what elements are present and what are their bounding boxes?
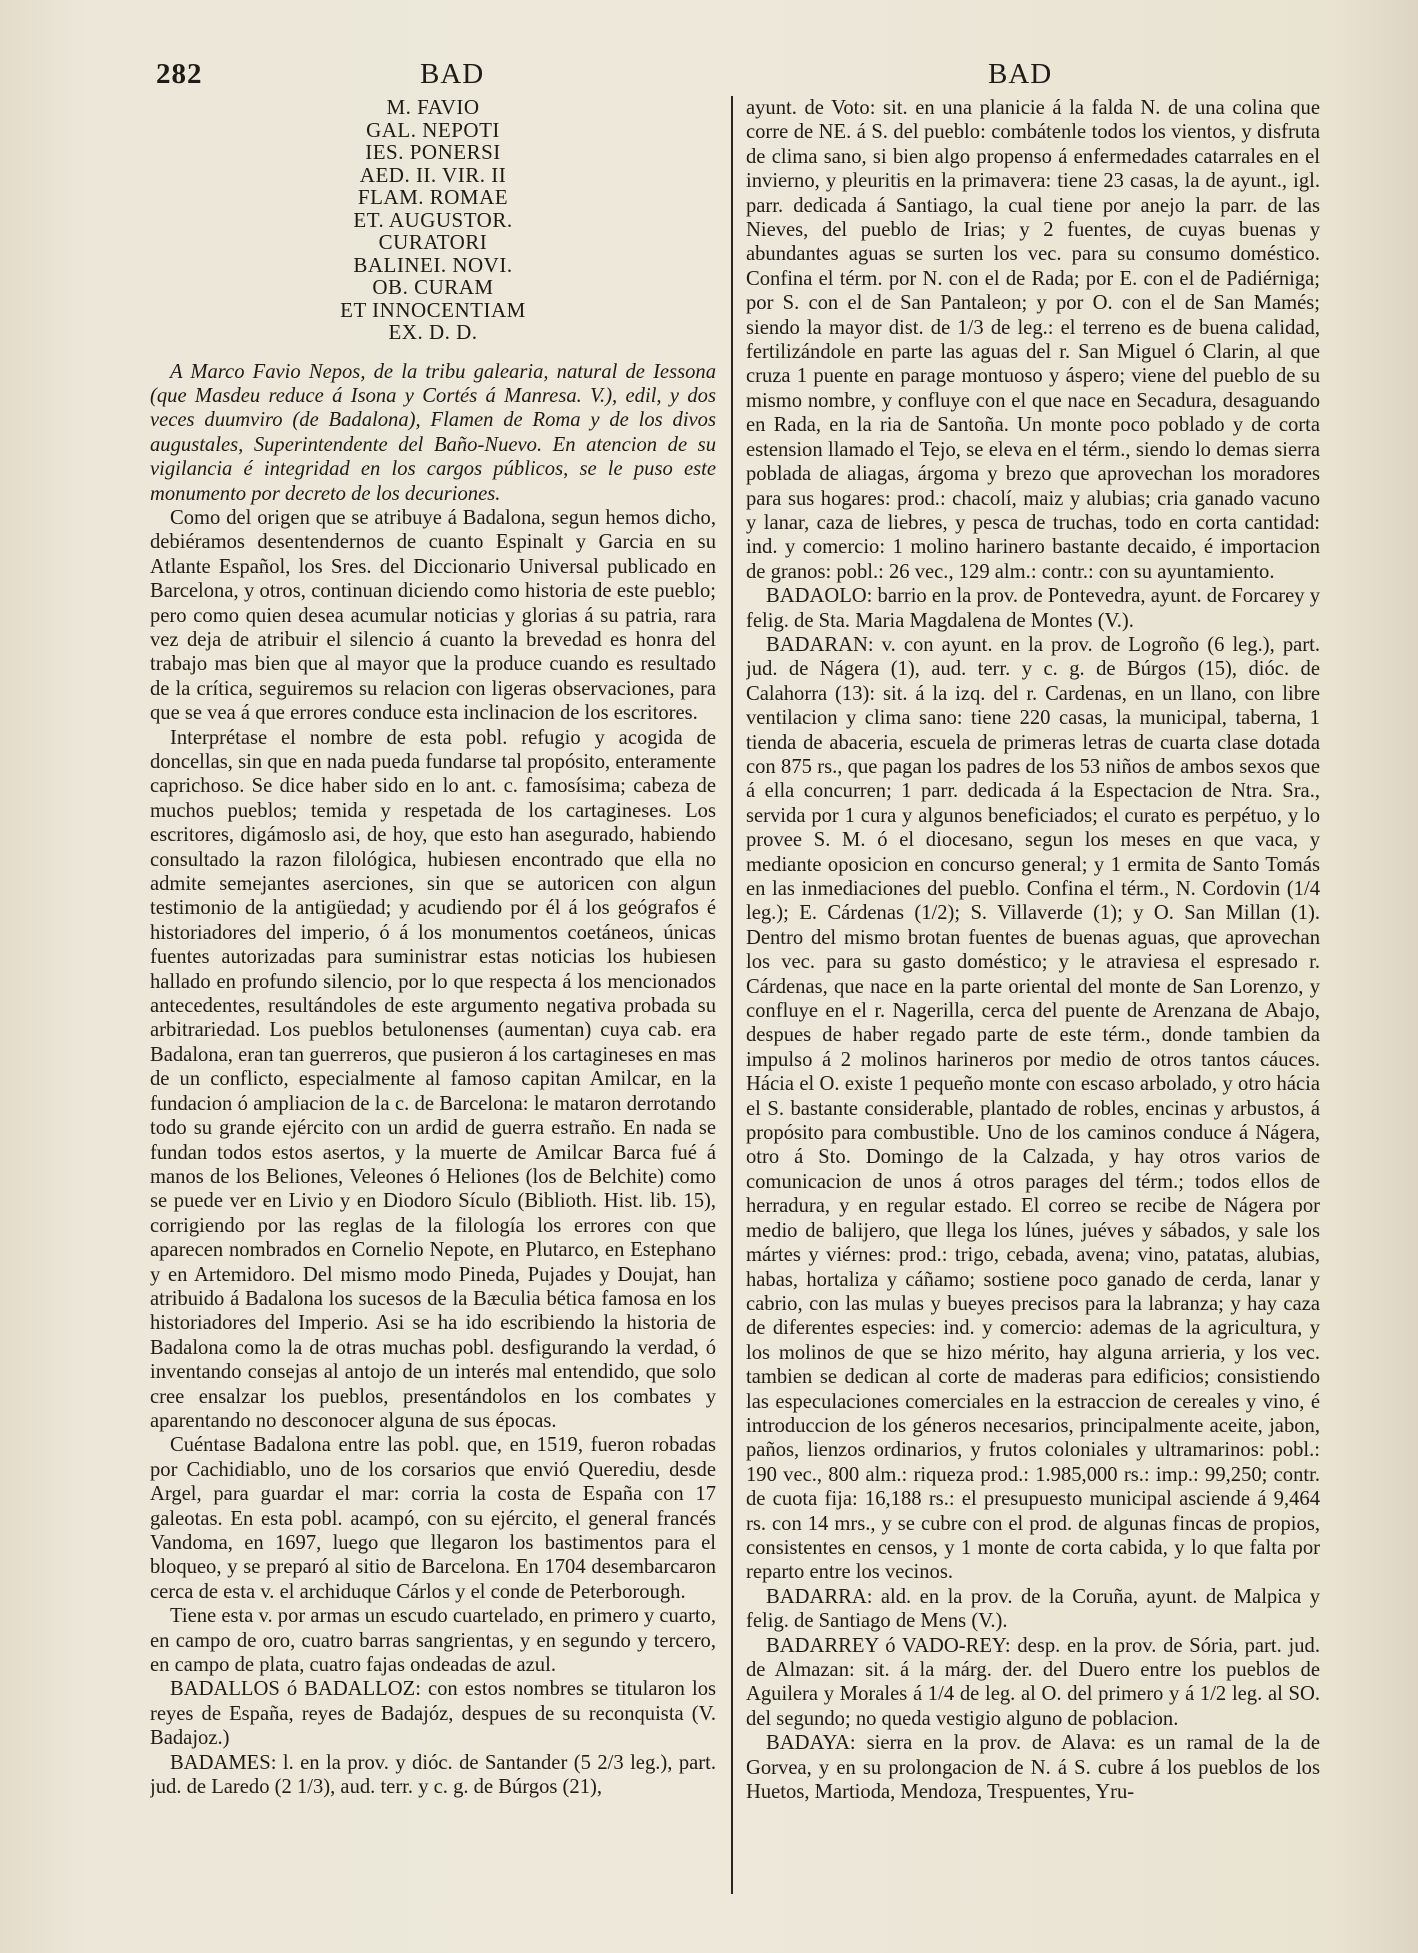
running-head-left: BAD xyxy=(420,58,485,90)
dictionary-entry-badallos: BADALLOS ó BADALLOZ: con estos nombres se titularon los reyes de España, reyes de Badajóz, despues de su reconquista (V. Badajoz.) xyxy=(150,1678,716,1750)
inscription-line: OB. CURAM xyxy=(372,275,494,299)
inscription-line: ET INNOCENTIAM xyxy=(340,297,526,322)
body-paragraph: Interprétase el nombre de esta pobl. refugio y acogida de doncellas, sin que en nada pueda fundarse tal propósito, enteramente caprichoso. Se dice haber sido en lo ant. c. famosísima; cabeza de muchos pueblos; temida y respetada de los cartagineses. Los escritores, digámoslo asi, de hoy, que esto han asegurado, habiendo consultado la razon filológica, hubiesen encontrado que ella no admite semejantes aserciones, sin que se autoricen con algun testimonio de la antigüedad; y acudiendo por él á los geógrafos é historiadores del imperio, ó á los monumentos coetáneos, únicas fuentes autorizadas para suministrar estas noticias los hubiesen hallado en profundo silencio, por lo que respecta á los mencionados antecedentes, resultándoles de este argumento negativa probada su arbitrariedad. Los pueblos betulonenses (aumentan) cuya cab. era Badalona, eran tan guerreros, que pusieron á los cartagineses en mas de un conflicto, especialmente al famoso capitan Amilcar, en la fundacion ó ampliacion de la c. de Barcelona: le mataron derrotando todo su grande ejército con un ardid de guerra estraño. En nada se fundan todos estos asertos, y la muerte de Amilcar Barca fué á manos de los Beliones, Veleones ó Heliones (los de Belchite) como se puede ver en Livio y en Diodoro Sículo (Biblioth. Hist. lib. 15), corrigiendo por las reglas de la filología los errores con que aparecen nombrados en Cornelio Nepote, en Plutarco, en Estephano y en Artemidoro. Del mismo modo Pineda, Pujades y Doujat, han atribuido á Badalona los sucesos de la Bæculia bética famosa en los historiadores del Imperio. Asi se ha ido escribiendo la historia de Badalona como la de otras muchas pobl. desfigurando la verdad, ó inventando consejas al antojo de un interés mal entendido, que solo cree ensalzar los pueblos, presentándolos en los combates y aparentando no desconocer alguna de sus épocas. xyxy=(150,726,716,1432)
inscription-line: CURATORI xyxy=(378,230,488,254)
latin-inscription xyxy=(150,96,716,344)
dictionary-entry-badames: BADAMES: l. en la prov. y dióc. de Santander (5 2/3 leg.), part. jud. de Laredo (2 1/3), aud. terr. y c. g. de Búrgos (21), xyxy=(150,1751,716,1799)
right-column xyxy=(746,96,1320,1936)
dictionary-entry-badaran: BADARAN: v. con ayunt. en la prov. de Logroño (6 leg.), part. jud. de Nágera (1), aud. terr. y c. g. de Búrgos (15), dióc. de Calahorra (13): sit. á la izq. del r. Cardenas, en un llano, con libre ventilacion y clima sano: tiene 220 casas, la municipal, taberna, 1 tienda de abaceria, escuela de primeras letras de cuarta clase dotada con 875 rs., que pagan los padres de los 53 niños de ambos sexos que á ella concurren; 1 parr. dedicada á la Espectacion de Ntra. Sra., servida por 1 cura y algunos beneficiados; el curato es perpétuo, y lo provee S. M. ó el diocesano, segun los meses en que vaca, y mediante oposicion en concurso general; y 1 ermita de Santo Tomás en las inmediaciones del pueblo. Confina el térm., N. Cordovin (1/4 leg.); E. Cárdenas (1/2); S. Villaverde (1); y O. San Millan (1). Dentro del mismo brotan fuentes de buenas aguas, que aprovechan los vec. para su gasto doméstico; y le atraviesa el espresado r. Cárdenas, que nace en la parte oriental del monte de San Lorenzo, y confluye en el r. Nagerilla, cerca del puente de Arenzana de Abajo, despues de haber regado parte de este térm., donde tambien da impulso á 2 molinos harineros por medio de otros tantos cáuces. Hácia el O. existe 1 pequeño monte con escaso arbolado, y otro hácia el S. bastante considerable, plantado de robles, encinas y arbustos, á propósito para combustible. Uno de los caminos conduce á Nágera, otro á Sto. Domingo de la Calzada, y hay otros varios de comunicacion de unos á otros parages del térm.; todos ellos de herradura, y en regular estado. El correo se recibe de Nágera por medio de balijero, que llega los lúnes, juéves y sábados, y sale los mártes y viérnes: prod.: trigo, cebada, avena; vino, patatas, alubias, habas, hortaliza y cáñamo; sostiene poco ganado de cerda, lanar y cabrio, con las mulas y bueyes precisos para la labranza; y hay caza de diferentes especies: ind. y comercio: ademas de la agricultura, y los molinos de que se hizo mérito, hay alguna arrieria, y los vec. tambien se dedican al corte de maderas para edificios; consistiendo las especulaciones comerciales en la estraccion de cereales y vino, é introduccion de los géneros necesarios, principalmente aceite, jabon, paños, lienzos ordinarios, y frutos coloniales y ultramarinos: pobl.: 190 vec., 800 alm.: riqueza prod.: 1.985,000 rs.: imp.: 99,250; contr. de cuota fija: 16,188 rs.: el presupuesto municipal asciende á 9,464 rs. con 14 mrs., y se cubre con el prod. de algunas fincas de propios, consistentes en censos, y 1 monte de corta cabida, y lo que falta por reparto entre los vecinos. xyxy=(746,633,1320,1584)
inscription-line: AED. II. VIR. II xyxy=(359,162,507,187)
body-paragraph: Cuéntase Badalona entre las pobl. que, en 1519, fueron robadas por Cachidiablo, uno de los corsarios que envió Querediu, desde Argel, para guardar el mar: corria la costa de España con 17 galeotas. En esta pobl. acampó, con su ejército, el general francés Vandoma, en 1697, luego que llegaron los bastimentos para el bloqueo, y se preparó al sitio de Barcelona. En 1704 desembarcaron cerca de esta v. el archiduque Cárlos y el conde de Peterborough. xyxy=(150,1434,716,1603)
inscription-line: ET. AUGUSTOR. xyxy=(353,207,513,232)
inscription-line: EX. D. D. xyxy=(388,320,478,344)
inscription-line: IES. PONERSI xyxy=(365,140,501,164)
inscription-line: M. FAVIO xyxy=(386,96,480,119)
page-header xyxy=(0,58,1418,98)
body-paragraph-continued: ayunt. de Voto: sit. en una planicie á la falda N. de una colina que corre de NE. á S. del pueblo: combátenle todos los vientos, y disfruta de clima sano, si bien algo propenso á enfermedades catarrales en el invierno, y pleuritis en la primavera: tiene 23 casas, la de ayunt., igl. parr. dedicada á Santiago, la cual tiene por anejo la parr. de las Nieves, del pueblo de Irias; y 2 fuentes, de cuyas buenas y abundantes aguas se surten los vec. para su consumo doméstico. Confina el térm. por N. con el de Rada; por E. con el de Padiérniga; por S. con el de San Pantaleon; y por O. con el de San Mamés; siendo la mayor dist. de 1/3 de leg.: el terreno es de buena calidad, fertilizándole en parte las aguas del r. San Miguel ó Clarin, al que cruza 1 puente en parage montuoso y áspero; viene del pueblo de su mismo nombre, y confluye con el que nace en Secadura, desaguando en Rada, en la ria de Santoña. Un monte poco poblado y de corta estension llamado el Tejo, se eleva en el térm., siendo lo demas sierra poblada de aliagas, árgoma y brezo que aprovechan los moradores para sus hogares: prod.: chacolí, maiz y alubias; cria ganado vacuno y lanar, caza de liebres, y pesca de truchas, todo en corta cantidad: ind. y comercio: 1 molino harinero bastante decaido, é importacion de granos: pobl.: 26 vec., 129 alm.: contr.: con su ayuntamiento. xyxy=(746,97,1320,583)
page-number: 282 xyxy=(156,58,203,90)
inscription-line: FLAM. ROMAE xyxy=(357,185,509,209)
inscription-translation: A Marco Favio Nepos, de la tribu galearia, natural de Iessona (que Masdeu reduce á Isona y Cortés á Manresa. V.), edil, y dos veces duumviro (de Badalona), Flamen de Roma y de los divos augustales, Superintendente del Baño-Nuevo. En atencion de su vigilancia é integridad en los cargos públicos, se le puso este monumento por decreto de los decuriones. xyxy=(150,360,716,505)
column-divider xyxy=(731,96,733,1894)
dictionary-entry-badarrey: BADARREY ó VADO-REY: desp. en la prov. de Sória, part. jud. de Almazan: sit. á la márg. der. del Duero entre los pueblos de Aguilera y Morales á 1/4 de leg. al O. del primero y á 1/2 leg. al SO. del segundo; no queda vestigio alguno de poblacion. xyxy=(746,1634,1320,1730)
body-paragraph: Como del origen que se atribuye á Badalona, segun hemos dicho, debiéramos desentendernos de cuanto Espinalt y Garcia en su Atlante Español, los Sres. del Diccionario Universal publicado en Barcelona, y otros, continuan diciendo como historia de este pueblo; pero como quien desea acumular noticias y glorias á su patria, rara vez deja de atribuir el silencio á cuanto la brevedad es honra del trabajo mas bien que al mayor que la produce cuando es resultado de la crítica, seguiremos su relacion con ligeras observaciones, para que se vea á que errores conduce esta inclinacion de los escritores. xyxy=(150,506,716,725)
dictionary-entry-badaya: BADAYA: sierra en la prov. de Alava: es un ramal de la de Gorvea, y en su prolongacion de N. á S. cubre á los pueblos de los Huetos, Martioda, Mendoza, Trespuentes, Yru- xyxy=(746,1732,1320,1804)
dictionary-entry-badaolo: BADAOLO: barrio en la prov. de Pontevedra, ayunt. de Forcarey y felig. de Sta. Maria Magdalena de Montes (V.). xyxy=(746,585,1320,632)
running-head-right: BAD xyxy=(988,58,1053,90)
inscription-line: BALINEI. NOVI. xyxy=(353,252,513,277)
dictionary-entry-badarra: BADARRA: ald. en la prov. de la Coruña, ayunt. de Malpica y felig. de Santiago de Mens (V.). xyxy=(746,1585,1320,1633)
body-paragraph: Tiene esta v. por armas un escudo cuartelado, en primero y cuarto, en campo de oro, cuatro barras sangrientas, y en segundo y tercero, en campo de plata, cuatro fajas ondeadas de azul. xyxy=(150,1605,716,1677)
inscription-line: GAL. NEPOTI xyxy=(366,117,500,142)
left-column xyxy=(150,96,716,1936)
